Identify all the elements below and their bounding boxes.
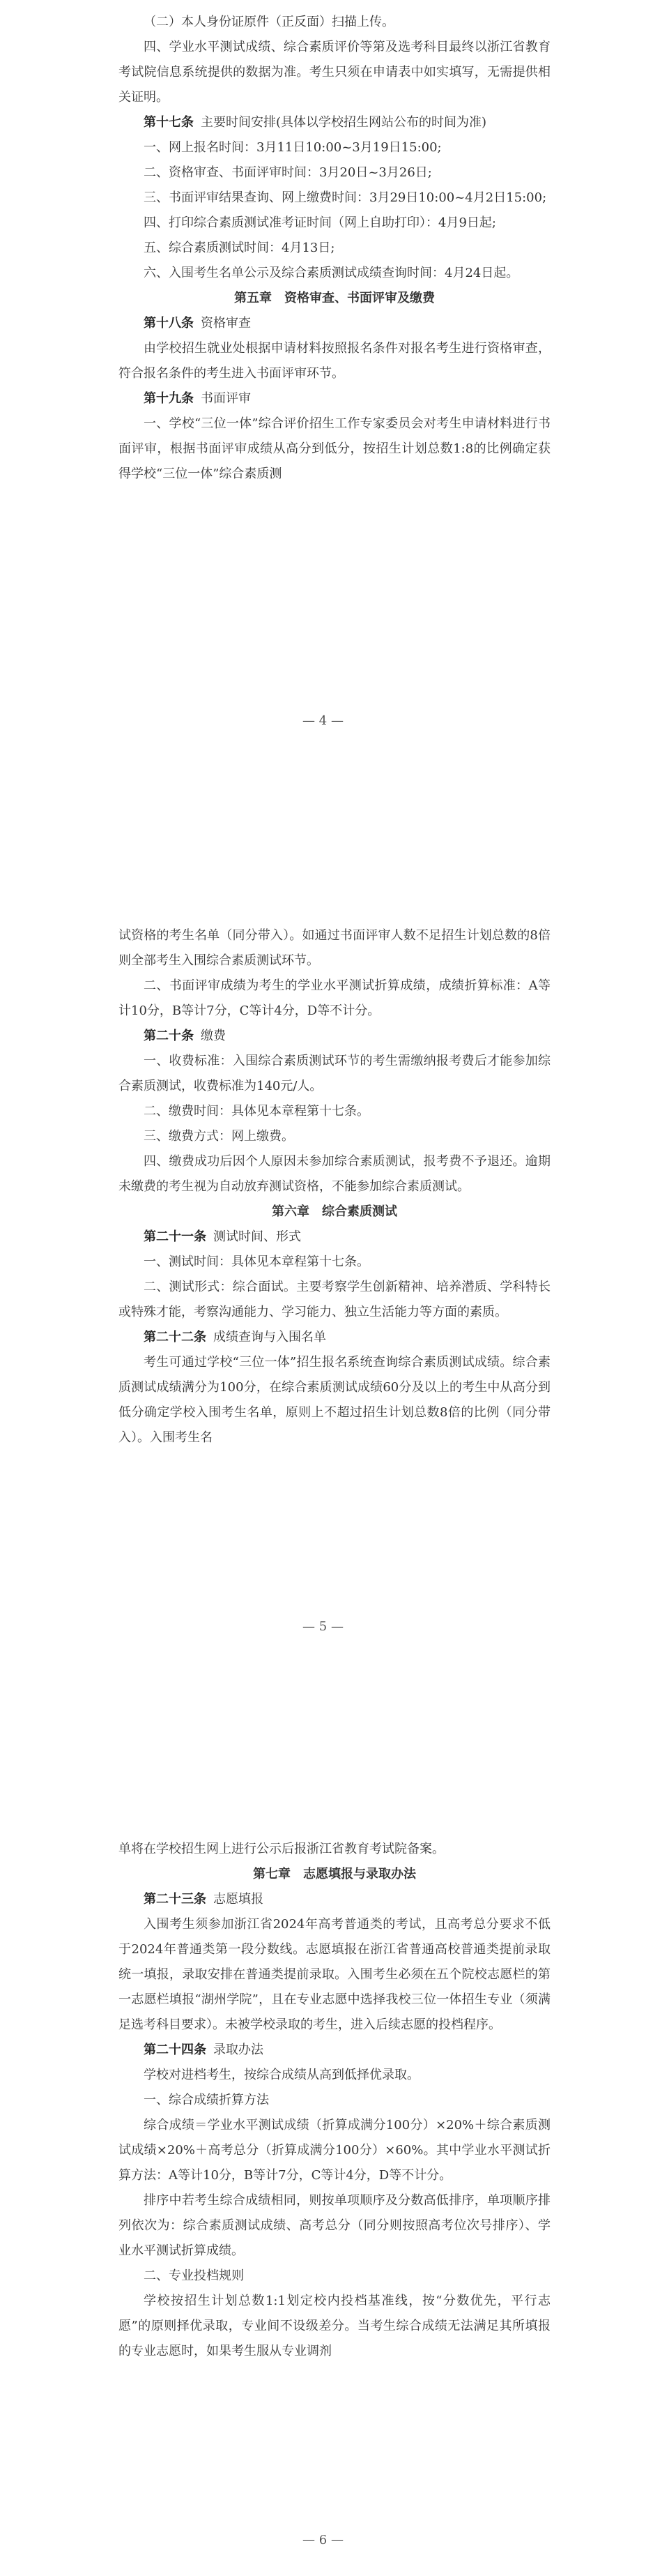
body-paragraph: [118, 1124, 551, 1149]
article-heading: [118, 1024, 551, 1049]
body-paragraph: [118, 185, 551, 211]
body-paragraph: [118, 1350, 551, 1450]
paragraph-text: 二、测试形式：综合面试。主要考察学生创新精神、培养潜质、学科特长或特殊才能，考察沟通能力、学习能力、独立生活能力等方面的素质。: [118, 1280, 551, 1319]
body-paragraph: [118, 2113, 551, 2188]
article-label: 第二十条: [144, 1029, 194, 1043]
body-paragraph: [118, 211, 551, 236]
article-heading: [118, 2038, 551, 2063]
body-paragraph: [118, 1912, 551, 2038]
paragraph-text: 三、缴费方式：网上缴费。: [144, 1129, 294, 1144]
page-number: — 5 —: [302, 1619, 344, 1634]
paragraph-text: 一、网上报名时间：3月11日10:00~3月19日15:00;: [144, 140, 442, 155]
paragraph-text: 书面评审: [201, 391, 251, 406]
paragraph-text: 试资格的考生名单（同分带入）。如通过书面评审人数不足招生计划总数的8倍则全部考生入围综合素质测试环节。: [118, 928, 551, 968]
paragraph-text: 成绩查询与入围名单: [213, 1330, 326, 1344]
body-paragraph: [118, 35, 551, 110]
page-4-body: [118, 10, 551, 487]
body-paragraph: [118, 2188, 551, 2264]
paragraph-text: 一、综合成绩折算方法: [144, 2093, 269, 2107]
paragraph-text: 二、书面评审成绩为考生的学业水平测试折算成绩，成绩折算标准：A等计10分，B等计7分，C等计4分，D等不计分。: [118, 978, 551, 1018]
body-paragraph: [118, 2063, 551, 2088]
body-paragraph: [118, 1149, 551, 1199]
paragraph-text: 综合成绩＝学业水平测试成绩（折算成满分100分）×20%＋综合素质测试成绩×20%＋高考总分（折算成满分100分）×60%。其中学业水平测试折算方法：A等计10分，B等计7分，C等计4分，D等不计分。: [118, 2118, 551, 2183]
chapter-heading: 第五章 资格审查、书面评审及缴费: [234, 291, 435, 305]
article-label: 第二十二条: [144, 1330, 206, 1344]
body-paragraph: [118, 1049, 551, 1099]
paragraph-text: 入围考生须参加浙江省2024年高考普通类的考试，且高考总分要求不低于2024年普通类第一段分数线。志愿填报在浙江省普通高校普通类提前录取统一填报，录取安排在普通类提前录取。入围考生必须在五个院校志愿栏的第一志愿栏填报“湖州学院”，且在专业志愿中选择我校三位一体招生专业（须满足选考科目要求）。未被学校录取的考生，进入后续志愿的投档程序。: [118, 1917, 551, 2032]
paragraph-text: 一、学校“三位一体”综合评价招生工作专家委员会对考生申请材料进行书面评审，根据书面评审成绩从高分到低分，按招生计划总数1:8的比例确定获得学校“三位一体”综合素质测: [118, 416, 551, 481]
body-paragraph: [118, 1275, 551, 1325]
body-paragraph: [118, 10, 551, 35]
article-heading: [118, 1887, 551, 1912]
paragraph-text: 考生可通过学校“三位一体”招生报名系统查询综合素质测试成绩。综合素质测试成绩满分为100分，在综合素质测试成绩60分及以上的考生中从高分到低分确定学校入围考生名单，原则上不超过招生计划总数8倍的比例（同分带入）。入围考生名: [118, 1355, 551, 1445]
chapter-heading: 第六章 综合素质测试: [272, 1204, 397, 1219]
body-paragraph: [118, 923, 551, 973]
paragraph-text: 学校按招生计划总数1:1划定校内投档基准线，按“分数优先，平行志愿”的原则择优录取，专业间不设级差分。当考生综合成绩无法满足其所填报的专业志愿时，如果考生服从专业调剂: [118, 2294, 551, 2358]
body-paragraph: [118, 261, 551, 286]
paragraph-text: 四、学业水平测试成绩、综合素质评价等第及选考科目最终以浙江省教育考试院信息系统提供的数据为准。考生只须在申请表中如实填写，无需提供相关证明。: [118, 40, 551, 105]
paragraph-text: 四、缴费成功后因个人原因未参加综合素质测试，报考费不予退还。逾期未缴费的考生视为自动放弃测试资格，不能参加综合素质测试。: [118, 1154, 551, 1194]
paragraph-text: 志愿填报: [213, 1892, 263, 1907]
chapter-heading: 第七章 志愿填报与录取办法: [253, 1867, 416, 1881]
paragraph-text: 一、收费标准：入围综合素质测试环节的考生需缴纳报考费后才能参加综合素质测试，收费标准为140元/人。: [118, 1054, 551, 1093]
article-heading: [118, 386, 551, 411]
article-label: 第十七条: [144, 115, 194, 130]
article-label: 第二十一条: [144, 1229, 206, 1244]
paragraph-text: 三、书面评审结果查询、网上缴费时间：3月29日10:00~4月2日15:00;: [144, 190, 547, 205]
paragraph-text: 录取办法: [213, 2043, 263, 2057]
paragraph-text: 四、打印综合素质测试准考证时间（网上自助打印）：4月9日起;: [144, 215, 496, 230]
paragraph-text: 排序中若考生综合成绩相同，则按单项顺序及分数高低排序，单项顺序排列依次为：综合素质测试成绩、高考总分（同分则按照高考位次号排序）、学业水平测试折算成绩。: [118, 2193, 551, 2258]
body-paragraph: [118, 1250, 551, 1275]
paragraph-text: 五、综合素质测试时间：4月13日;: [144, 241, 335, 255]
paragraph-text: （二）本人身份证原件（正反面）扫描上传。: [144, 15, 394, 29]
article-heading: [118, 1225, 551, 1250]
article-heading: [118, 110, 551, 135]
body-paragraph: [118, 2088, 551, 2113]
paragraph-text: 二、缴费时间：具体见本章程第十七条。: [144, 1104, 369, 1119]
page-number: — 4 —: [302, 713, 344, 728]
body-paragraph: [118, 2264, 551, 2289]
paragraph-text: 学校对进档考生，按综合成绩从高到低择优录取。: [144, 2068, 420, 2082]
article-heading: [118, 1325, 551, 1350]
body-paragraph: [118, 1099, 551, 1124]
body-paragraph: [118, 160, 551, 185]
paragraph-text: 六、入围考生名单公示及综合素质测试成绩查询时间：4月24日起。: [144, 266, 519, 280]
paragraph-text: 主要时间安排(具体以学校招生网站公布的时间为准): [201, 115, 487, 130]
article-label: 第二十三条: [144, 1892, 206, 1907]
body-paragraph: [118, 973, 551, 1024]
body-paragraph: [118, 1837, 551, 1862]
page-5-body: [118, 923, 551, 1450]
paragraph-text: 缴费: [201, 1029, 226, 1043]
article-label: 第十八条: [144, 316, 194, 331]
paragraph-text: 二、专业投档规则: [144, 2268, 244, 2283]
body-paragraph: [118, 135, 551, 160]
paragraph-text: 一、测试时间：具体见本章程第十七条。: [144, 1255, 369, 1269]
page-6-body: [118, 1837, 551, 2364]
body-paragraph: [118, 2289, 551, 2364]
article-label: 第二十四条: [144, 2043, 206, 2057]
paragraph-text: 由学校招生就业处根据申请材料按照报名条件对报名考生进行资格审查，符合报名条件的考生进入书面评审环节。: [118, 341, 551, 381]
article-heading: [118, 311, 551, 336]
paragraph-text: 测试时间、形式: [213, 1229, 301, 1244]
page-number: — 6 —: [302, 2533, 344, 2547]
article-label: 第十九条: [144, 391, 194, 406]
paragraph-text: 单将在学校招生网上进行公示后报浙江省教育考试院备案。: [118, 1842, 445, 1856]
paragraph-text: 二、资格审查、书面评审时间：3月20日~3月26日;: [144, 165, 432, 180]
paragraph-text: 资格审查: [201, 316, 251, 331]
body-paragraph: [118, 411, 551, 487]
body-paragraph: [118, 336, 551, 386]
body-paragraph: [118, 236, 551, 261]
